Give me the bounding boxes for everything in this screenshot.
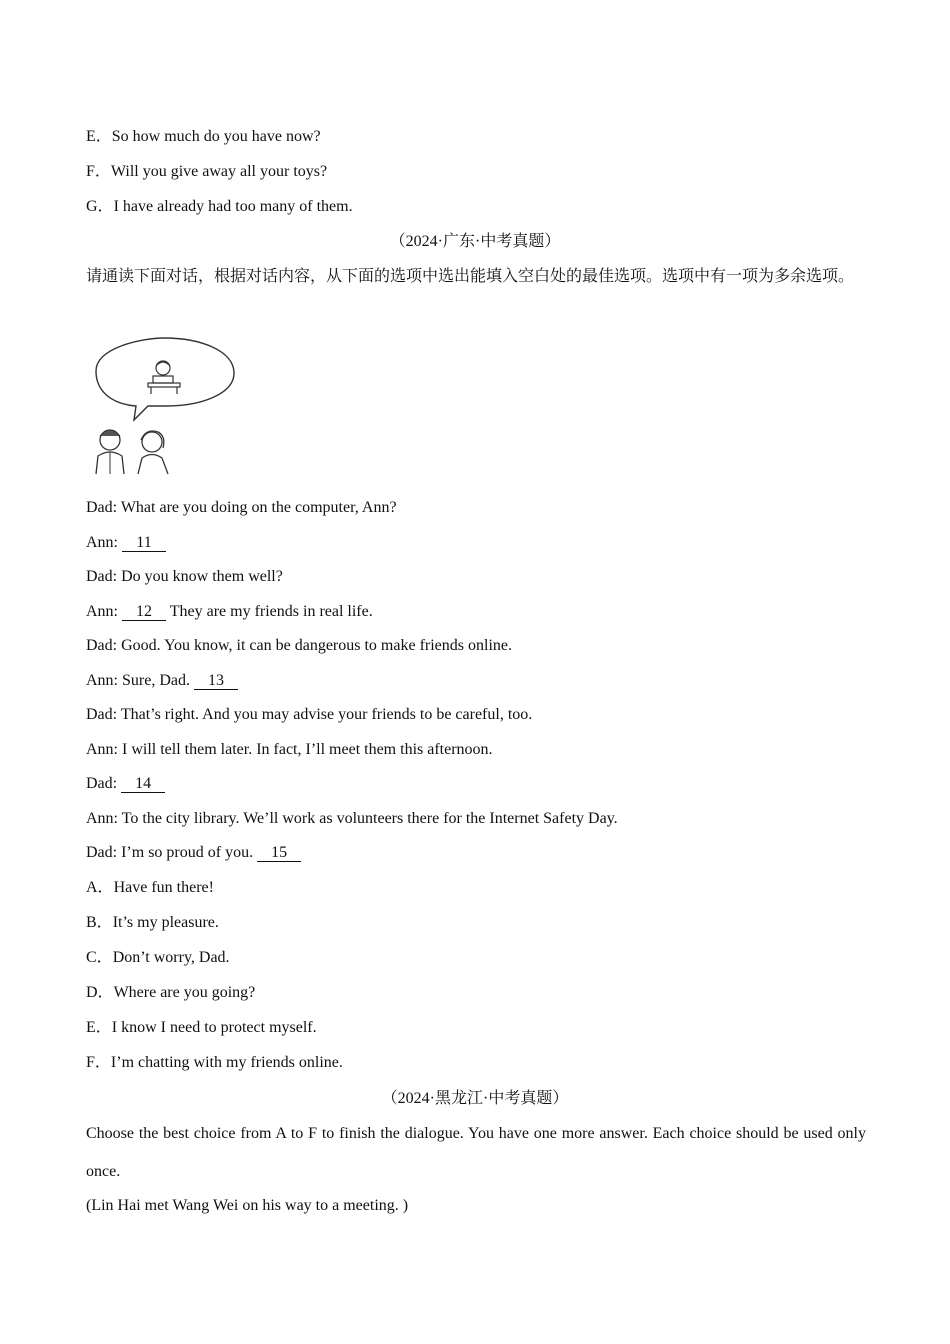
- dialogue-text: Ann: I will tell them later. In fact, I’ll meet them this afternoon.: [86, 741, 493, 758]
- option-text: I know I need to protect myself.: [111, 1019, 317, 1036]
- blank-14: 14: [121, 775, 165, 793]
- option-a: [86, 878, 214, 898]
- dialogue-line: [86, 740, 493, 760]
- dialogue-text: Dad: Do you know them well?: [86, 568, 283, 585]
- blank-13: 13: [194, 672, 238, 690]
- option-f: [86, 162, 327, 182]
- dialogue-line: [86, 567, 283, 587]
- option-text: Have fun there!: [113, 879, 214, 896]
- illustration-dialogue: [86, 336, 238, 476]
- dialogue-text: Ann: To the city library. We’ll work as volunteers there for the Internet Safety Day.: [86, 810, 618, 827]
- option-text: I have already had too many of them.: [113, 198, 353, 215]
- dialogue-text: Dad: I’m so proud of you.: [86, 844, 258, 861]
- option-letter: F．: [86, 163, 111, 180]
- dialogue-text: Dad: What are you doing on the computer, Ann?: [86, 499, 397, 516]
- dialogue-text: They are my friends in real life.: [166, 603, 373, 620]
- option-e: [86, 127, 321, 147]
- option-letter: A．: [86, 879, 114, 896]
- dialogue-line: [86, 774, 165, 794]
- instruction-english: Choose the best choice from A to F to finish the dialogue. You have one more answer. Each choice should be used only once.: [86, 1125, 866, 1180]
- option-letter: C．: [86, 949, 113, 966]
- blank-15: 15: [257, 844, 301, 862]
- dialogue-line: [86, 533, 166, 553]
- speaker: Ann:: [86, 603, 122, 620]
- option-c: [86, 948, 230, 968]
- option-letter: F．: [86, 1054, 111, 1071]
- dialogue-line: [86, 636, 512, 656]
- speaker: Ann:: [86, 534, 122, 551]
- option-g: [86, 197, 353, 217]
- option-text: Don’t worry, Dad.: [112, 949, 230, 966]
- dialogue-line: [86, 498, 397, 518]
- dialogue-line: [86, 809, 618, 829]
- dialogue-text: Ann: Sure, Dad.: [86, 672, 194, 689]
- option-e: [86, 1018, 317, 1038]
- option-text: So how much do you have now?: [111, 128, 321, 145]
- option-letter: B．: [86, 914, 113, 931]
- option-text: Will you give away all your toys?: [110, 163, 328, 180]
- dialogue-line: [86, 671, 238, 691]
- speaker: Dad:: [86, 775, 122, 792]
- option-b: [86, 913, 219, 933]
- option-text: Where are you going?: [113, 984, 256, 1001]
- option-text: It’s my pleasure.: [112, 914, 219, 931]
- option-letter: E．: [86, 128, 112, 145]
- option-text: I’m chatting with my friends online.: [110, 1054, 343, 1071]
- blank-12: 12: [122, 603, 166, 621]
- option-letter: G．: [86, 198, 114, 215]
- option-f: [86, 1053, 343, 1073]
- source-guangdong: （2024·广东·中考真题）: [389, 233, 561, 250]
- blank-11: 11: [122, 534, 166, 552]
- option-letter: E．: [86, 1019, 112, 1036]
- dialogue-line: [86, 705, 532, 725]
- option-letter: D．: [86, 984, 114, 1001]
- dialogue-line: [86, 602, 373, 622]
- dialogue-text: Dad: Good. You know, it can be dangerous to make friends online.: [86, 637, 512, 654]
- source-heilongjiang: （2024·黑龙江·中考真题）: [381, 1090, 569, 1107]
- dialogue-text: Dad: That’s right. And you may advise your friends to be careful, too.: [86, 706, 533, 723]
- instruction-chinese: 请通读下面对话，根据对话内容，从下面的选项中选出能填入空白处的最佳选项。选项中有一项为多余选项。: [86, 268, 855, 285]
- option-d: [86, 983, 255, 1003]
- dialogue-line: [86, 843, 301, 863]
- dialogue-context: (Lin Hai met Wang Wei on his way to a meeting. ): [86, 1197, 409, 1214]
